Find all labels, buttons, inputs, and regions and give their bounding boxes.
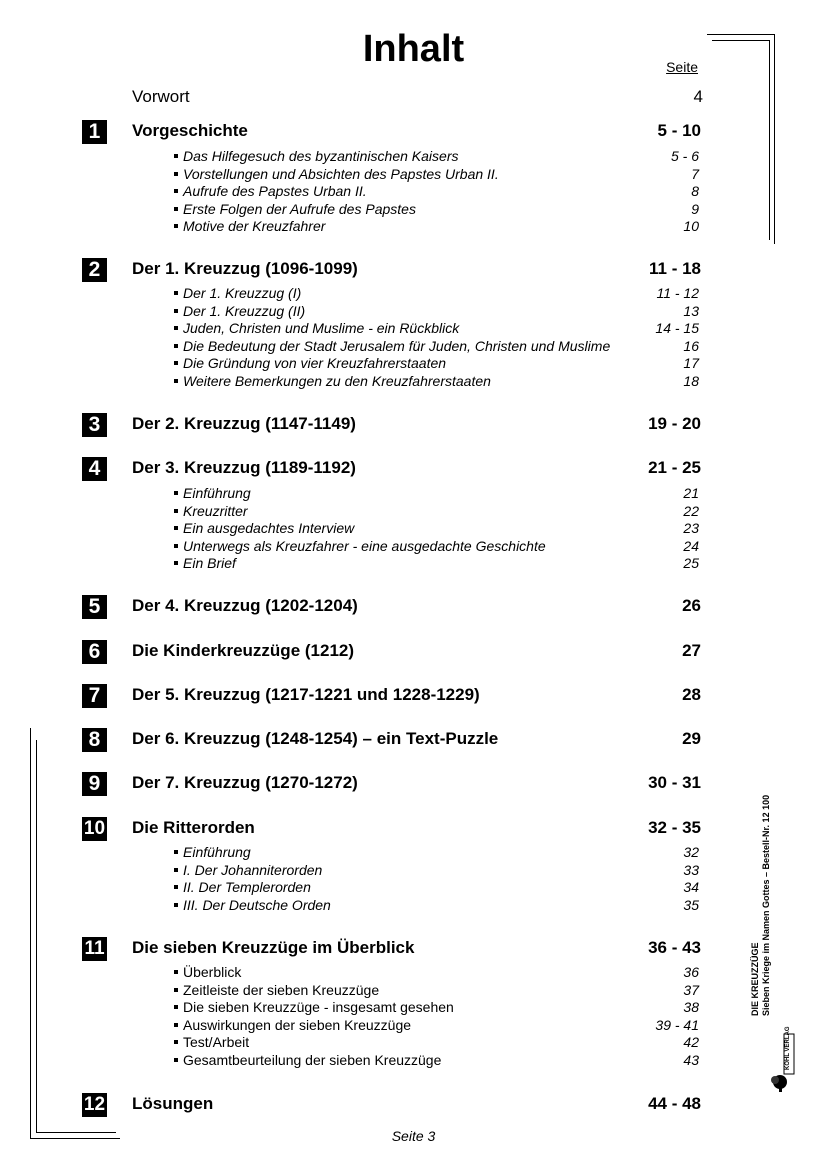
- bullet-icon: [174, 309, 178, 313]
- chapter-title: Vorgeschichte: [132, 121, 248, 140]
- subsection-label: Gesamtbeurteilung der sieben Kreuzzüge: [183, 1051, 442, 1068]
- subsection-item: [174, 285, 301, 301]
- publisher-logo: [770, 1030, 798, 1094]
- subsection-label: I. Der Johanniterorden: [183, 861, 323, 878]
- page-column-header: Seite: [666, 59, 698, 75]
- chapter-number-badge: 5: [82, 595, 107, 619]
- chapter-title: Der 6. Kreuzzug (1248-1254) – ein Text-Puzzle: [132, 729, 499, 748]
- subsection-item: [174, 503, 248, 519]
- chapter-page-range: 5 - 10: [657, 121, 701, 140]
- subsection-label: Motive der Kreuzfahrer: [183, 218, 326, 234]
- bullet-icon: [174, 850, 178, 854]
- subsection-page: 22: [683, 502, 699, 519]
- toc-entry-vorwort-page: 4: [693, 87, 703, 106]
- chapter-page-range: 44 - 48: [648, 1094, 701, 1113]
- subsection-item: [174, 1034, 249, 1050]
- subsection-item: [174, 148, 458, 164]
- subsection-label: Kreuzritter: [183, 502, 248, 519]
- toc-entry-vorwort: Vorwort: [132, 87, 190, 106]
- chapter-number-badge: 12: [83, 1094, 106, 1115]
- side-book-title: DIE KREUZZÜGE: [750, 942, 760, 1016]
- subsection-label: Der 1. Kreuzzug (II): [183, 302, 306, 319]
- bullet-icon: [174, 189, 178, 193]
- subsection-item: [174, 555, 236, 571]
- chapter-page-range: 36 - 43: [648, 938, 701, 957]
- chapter-number-badge: 7: [82, 684, 107, 708]
- subsection-page: 35: [683, 896, 699, 913]
- bullet-icon: [174, 491, 178, 495]
- chapter-page-range: 21 - 25: [648, 458, 701, 477]
- subsection-item: [174, 338, 610, 354]
- chapter-page-range: 26: [682, 596, 701, 615]
- subsection-item: [174, 862, 322, 878]
- left-frame-line: [36, 740, 37, 1132]
- subsection-page: 18: [683, 372, 699, 389]
- subsection-item: [174, 183, 367, 199]
- subsection-item: [174, 201, 416, 217]
- subsection-label: Ein ausgedachtes Interview: [183, 520, 355, 536]
- bullet-icon: [174, 207, 178, 211]
- subsection-label: Weitere Bemerkungen zu den Kreuzfahrerstaaten: [183, 372, 491, 389]
- chapter-page-range: 27: [682, 641, 701, 660]
- subsection-page: 8: [691, 183, 699, 199]
- bullet-icon: [174, 1058, 178, 1062]
- subsection-item: [174, 218, 325, 234]
- subsection-label: Ein Brief: [183, 555, 236, 571]
- subsection-page: 9: [691, 200, 699, 217]
- chapter-title: Der 2. Kreuzzug (1147-1149): [132, 414, 356, 433]
- subsection-label: Unterwegs als Kreuzfahrer - eine ausgedachte Geschichte: [183, 537, 546, 554]
- chapter-title: Der 7. Kreuzzug (1270-1272): [132, 773, 358, 792]
- subsection-page: 42: [683, 1034, 699, 1050]
- chapter-number-badge: 3: [82, 413, 107, 437]
- chapter-page-range: 29: [682, 729, 701, 748]
- page-footer: Seite 3: [391, 1128, 436, 1144]
- subsection-item: [174, 1017, 411, 1033]
- subsection-label: Zeitleiste der sieben Kreuzzüge: [183, 981, 380, 998]
- subsection-item: [174, 897, 331, 913]
- subsection-item: [174, 879, 311, 895]
- bullet-icon: [174, 326, 178, 330]
- subsection-label: Einführung: [183, 844, 251, 860]
- subsection-page: 11 - 12: [656, 285, 699, 301]
- bullet-icon: [174, 561, 178, 565]
- chapter-title: Der 4. Kreuzzug (1202-1204): [132, 596, 358, 615]
- bullet-icon: [174, 544, 178, 548]
- subsection-item: [174, 485, 251, 501]
- subsection-item: [174, 520, 354, 536]
- chapter-page-range: 19 - 20: [648, 414, 701, 433]
- left-frame-line: [30, 728, 31, 1138]
- subsection-page: 10: [683, 218, 699, 234]
- subsection-page: 24: [683, 537, 699, 554]
- chapter-page-range: 32 - 35: [648, 818, 701, 837]
- subsection-page: 25: [683, 555, 699, 571]
- bullet-icon: [174, 1040, 178, 1044]
- chapter-title: Die sieben Kreuzzüge im Überblick: [132, 938, 415, 957]
- chapter-page-range: 28: [682, 685, 701, 704]
- subsection-label: Die Bedeutung der Stadt Jerusalem für Juden, Christen und Muslime: [183, 337, 611, 354]
- chapter-page-range: 11 - 18: [649, 259, 701, 278]
- subsection-label: Auswirkungen der sieben Kreuzzüge: [183, 1016, 412, 1033]
- tree-logo-icon: [770, 1030, 798, 1094]
- bullet-icon: [174, 509, 178, 513]
- bullet-icon: [174, 903, 178, 907]
- bullet-icon: [174, 885, 178, 889]
- subsection-label: III. Der Deutsche Orden: [183, 896, 331, 913]
- chapter-title: Lösungen: [132, 1094, 214, 1113]
- page-title: Inhalt: [362, 28, 465, 70]
- chapter-title: Der 1. Kreuzzug (1096-1099): [132, 259, 358, 278]
- subsection-label: Das Hilfegesuch des byzantinischen Kaisers: [183, 148, 459, 164]
- subsection-item: [174, 964, 241, 980]
- subsection-label: Der 1. Kreuzzug (I): [183, 285, 302, 301]
- subsection-item: [174, 320, 459, 336]
- bullet-icon: [174, 379, 178, 383]
- subsection-item: [174, 538, 546, 554]
- subsection-label: Aufrufe des Papstes Urban II.: [183, 183, 367, 199]
- subsection-page: 39 - 41: [655, 1016, 699, 1033]
- subsection-page: 38: [683, 999, 699, 1015]
- subsection-item: [174, 1052, 441, 1068]
- bullet-icon: [174, 291, 178, 295]
- subsection-page: 21: [683, 485, 699, 501]
- chapter-title: Die Kinderkreuzzüge (1212): [132, 641, 355, 660]
- subsection-page: 7: [691, 165, 699, 182]
- chapter-number-badge: 10: [83, 818, 106, 839]
- bullet-icon: [174, 154, 178, 158]
- subsection-page: 14 - 15: [655, 320, 699, 336]
- subsection-page: 13: [683, 302, 699, 319]
- chapter-number-badge: 1: [82, 120, 107, 144]
- subsection-page: 17: [683, 355, 699, 371]
- subsection-item: [174, 844, 251, 860]
- subsection-label: II. Der Templerorden: [183, 879, 311, 895]
- subsection-page: 36: [683, 964, 699, 980]
- bullet-icon: [174, 868, 178, 872]
- subsection-item: [174, 355, 446, 371]
- subsection-page: 23: [683, 520, 699, 536]
- subsection-item: [174, 166, 499, 182]
- subsection-page: 37: [683, 981, 699, 998]
- bullet-icon: [174, 526, 178, 530]
- bullet-icon: [174, 1023, 178, 1027]
- chapter-title: Der 3. Kreuzzug (1189-1192): [132, 458, 356, 477]
- subsection-label: Überblick: [183, 964, 242, 980]
- chapter-number-badge: 11: [82, 937, 107, 961]
- subsection-page: 33: [683, 861, 699, 878]
- bullet-icon: [174, 970, 178, 974]
- subsection-item: [174, 999, 454, 1015]
- subsection-page: 5 - 6: [670, 148, 699, 164]
- chapter-number-badge: 4: [82, 457, 107, 481]
- subsection-page: 34: [683, 879, 699, 895]
- subsection-item: [174, 982, 379, 998]
- chapter-title: Der 5. Kreuzzug (1217-1221 und 1228-1229): [132, 685, 480, 704]
- subsection-label: Test/Arbeit: [183, 1034, 250, 1050]
- bullet-icon: [174, 224, 178, 228]
- bullet-icon: [174, 1005, 178, 1009]
- chapter-number-badge: 6: [82, 640, 107, 664]
- subsection-item: [174, 303, 305, 319]
- bullet-icon: [174, 344, 178, 348]
- subsection-page: 43: [683, 1051, 699, 1068]
- side-subtitle: Sieben Kriege im Namen Gottes – Bestell-Nr. 12 100: [761, 794, 771, 1016]
- chapter-number-badge: 2: [82, 258, 107, 282]
- chapter-title: Die Ritterorden: [132, 818, 255, 837]
- bullet-icon: [174, 988, 178, 992]
- subsection-page: 16: [683, 337, 699, 354]
- subsection-label: Die sieben Kreuzzüge - insgesamt gesehen: [183, 999, 454, 1015]
- publisher-logo-text: KOHL VERLAG: [785, 1026, 791, 1070]
- subsection-label: Vorstellungen und Absichten des Papstes Urban II.: [183, 165, 499, 182]
- subsection-label: Erste Folgen der Aufrufe des Papstes: [183, 200, 416, 217]
- side-publisher-text: [750, 795, 772, 1016]
- chapter-page-range: 30 - 31: [648, 773, 701, 792]
- bullet-icon: [174, 361, 178, 365]
- subsection-label: Die Gründung von vier Kreuzfahrerstaaten: [183, 355, 447, 371]
- chapter-number-badge: 8: [82, 728, 107, 752]
- subsection-label: Juden, Christen und Muslime - ein Rückblick: [183, 320, 460, 336]
- subsection-item: [174, 373, 491, 389]
- bullet-icon: [174, 172, 178, 176]
- subsection-label: Einführung: [183, 485, 251, 501]
- chapter-number-badge: 9: [82, 772, 107, 796]
- subsection-page: 32: [683, 844, 699, 860]
